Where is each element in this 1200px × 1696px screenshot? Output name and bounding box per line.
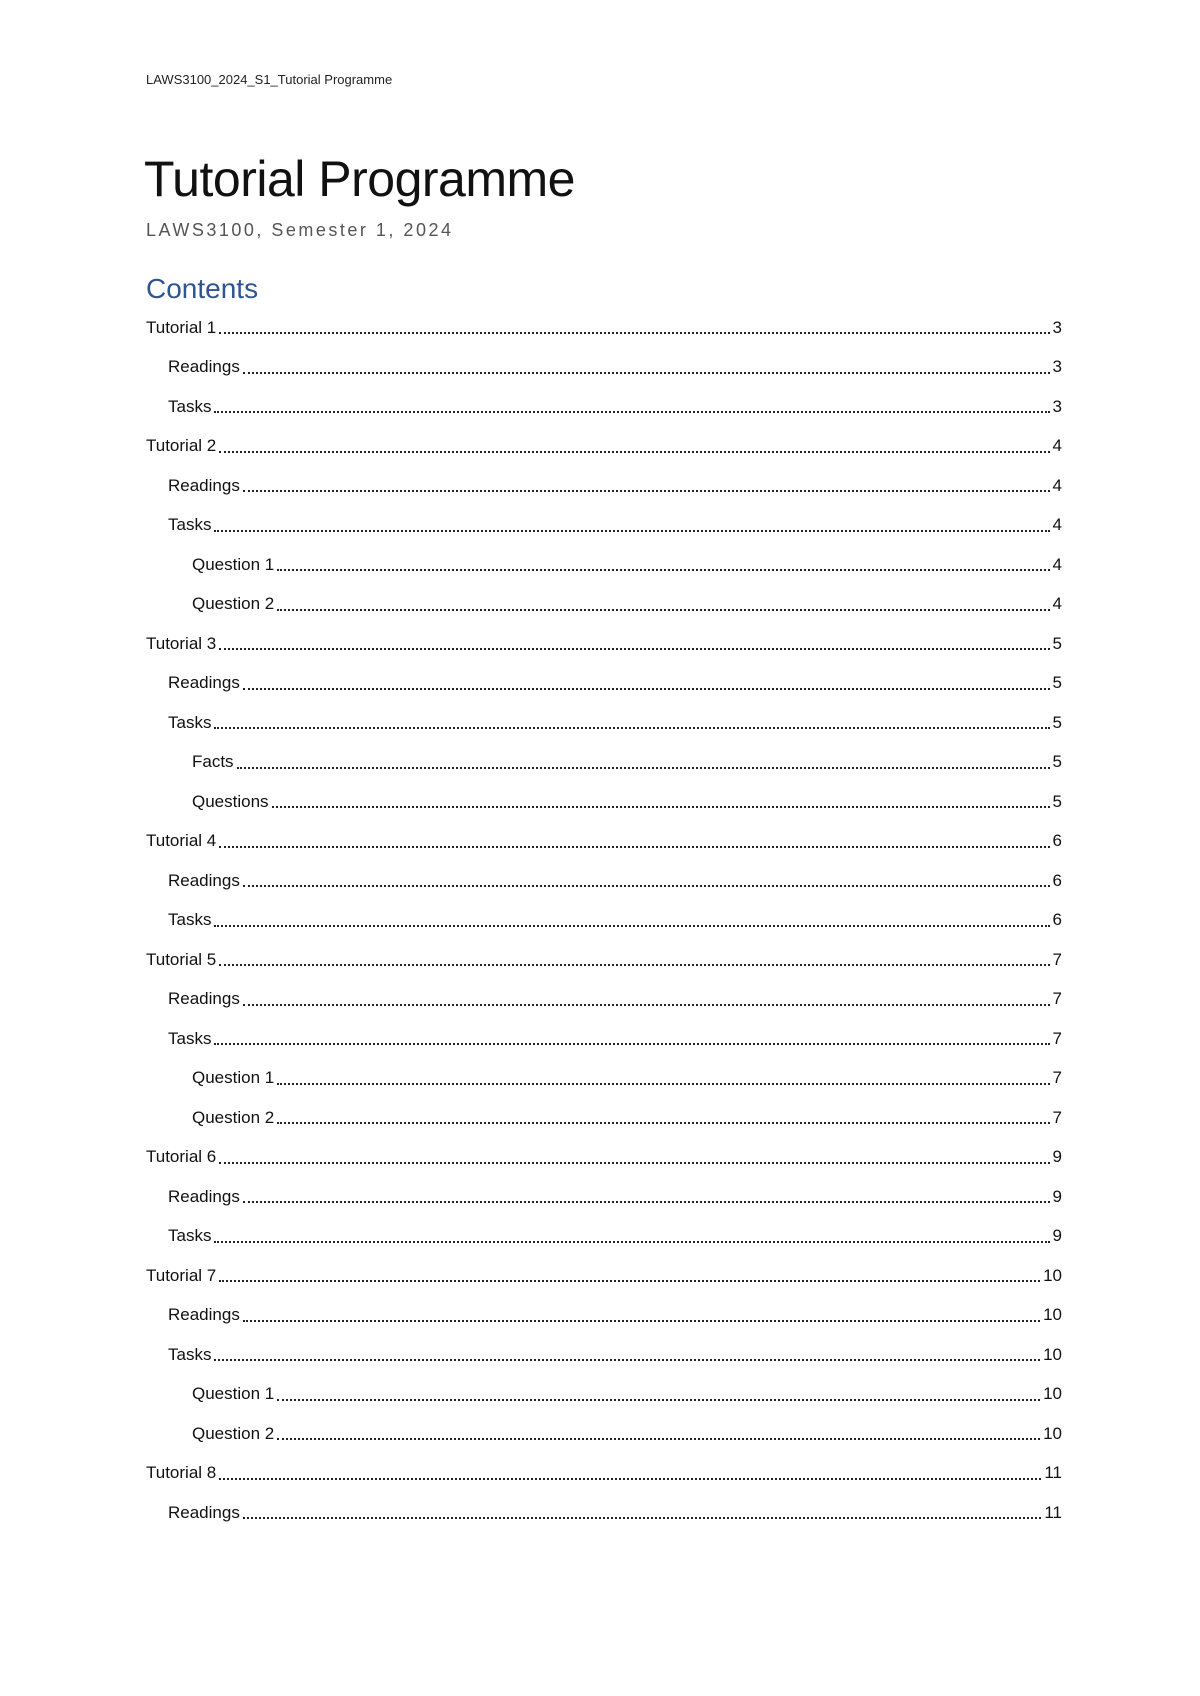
toc-dot-leader (219, 647, 1049, 650)
toc-entry-title: Question 2 (192, 1423, 275, 1443)
toc-entry[interactable] (146, 1177, 1062, 1217)
toc-entry-page-number: 7 (1052, 1068, 1062, 1088)
toc-dot-leader (272, 805, 1050, 808)
toc-entry[interactable] (146, 624, 1062, 664)
toc-entry-title: Tasks (168, 1226, 212, 1246)
toc-entry[interactable] (146, 1059, 1062, 1099)
toc-entry[interactable] (146, 980, 1062, 1020)
toc-dot-leader (243, 1319, 1040, 1322)
toc-entry-title: Tutorial 8 (146, 1463, 217, 1483)
toc-entry[interactable] (146, 545, 1062, 585)
toc-entry-page-number: 4 (1052, 515, 1062, 535)
toc-dot-leader (243, 371, 1050, 374)
toc-entry-title: Tutorial 1 (146, 317, 217, 337)
document-title: Tutorial Programme (144, 151, 575, 207)
toc-entry-page-number: 4 (1052, 554, 1062, 574)
toc-entry[interactable] (146, 1256, 1062, 1296)
table-of-contents (146, 308, 1062, 1533)
toc-entry[interactable] (146, 1296, 1062, 1336)
toc-entry[interactable] (146, 1335, 1062, 1375)
toc-entry-title: Tutorial 6 (146, 1147, 217, 1167)
toc-entry-title: Readings (168, 1502, 240, 1522)
toc-dot-leader (214, 410, 1049, 413)
toc-entry[interactable] (146, 427, 1062, 467)
toc-entry-title: Question 1 (192, 554, 275, 574)
toc-entry-page-number: 10 (1043, 1344, 1062, 1364)
toc-entry-title: Readings (168, 673, 240, 693)
toc-entry-page-number: 10 (1043, 1305, 1062, 1325)
toc-entry[interactable] (146, 664, 1062, 704)
toc-entry-page-number: 11 (1044, 1463, 1062, 1483)
toc-entry[interactable] (146, 1414, 1062, 1454)
toc-entry[interactable] (146, 940, 1062, 980)
toc-entry-title: Readings (168, 1305, 240, 1325)
toc-dot-leader (277, 568, 1049, 571)
toc-entry-page-number: 3 (1052, 357, 1062, 377)
toc-entry-title: Tutorial 7 (146, 1265, 217, 1285)
toc-dot-leader (214, 924, 1049, 927)
toc-dot-leader (219, 845, 1049, 848)
toc-entry[interactable] (146, 822, 1062, 862)
toc-entry-page-number: 5 (1052, 673, 1062, 693)
toc-entry[interactable] (146, 348, 1062, 388)
toc-entry-page-number: 6 (1052, 870, 1062, 890)
toc-dot-leader (214, 1240, 1049, 1243)
toc-entry-title: Tutorial 5 (146, 949, 217, 969)
toc-entry-page-number: 3 (1052, 317, 1062, 337)
toc-dot-leader (214, 1042, 1049, 1045)
toc-dot-leader (277, 608, 1049, 611)
toc-entry[interactable] (146, 585, 1062, 625)
toc-entry-title: Tasks (168, 910, 212, 930)
toc-entry[interactable] (146, 703, 1062, 743)
toc-entry-title: Tutorial 3 (146, 633, 217, 653)
toc-dot-leader (243, 489, 1050, 492)
toc-entry-page-number: 9 (1052, 1186, 1062, 1206)
toc-dot-leader (219, 331, 1049, 334)
toc-dot-leader (277, 1121, 1049, 1124)
toc-entry-page-number: 10 (1043, 1265, 1062, 1285)
toc-entry-page-number: 4 (1052, 594, 1062, 614)
toc-entry-page-number: 7 (1052, 989, 1062, 1009)
toc-entry-page-number: 7 (1052, 1028, 1062, 1048)
toc-dot-leader (243, 687, 1050, 690)
toc-dot-leader (219, 1477, 1041, 1480)
toc-dot-leader (219, 450, 1049, 453)
toc-entry[interactable] (146, 506, 1062, 546)
toc-dot-leader (243, 1516, 1042, 1519)
toc-entry-title: Tasks (168, 396, 212, 416)
toc-dot-leader (214, 726, 1049, 729)
toc-dot-leader (219, 1279, 1040, 1282)
toc-entry[interactable] (146, 782, 1062, 822)
toc-dot-leader (243, 1200, 1050, 1203)
toc-entry-title: Readings (168, 1186, 240, 1206)
toc-entry-page-number: 7 (1052, 949, 1062, 969)
toc-entry-page-number: 6 (1052, 910, 1062, 930)
toc-entry-title: Readings (168, 475, 240, 495)
toc-entry-title: Tasks (168, 515, 212, 535)
toc-dot-leader (219, 1161, 1049, 1164)
toc-entry-title: Tasks (168, 1344, 212, 1364)
toc-entry[interactable] (146, 387, 1062, 427)
toc-entry-title: Tutorial 4 (146, 831, 217, 851)
toc-entry-title: Question 1 (192, 1384, 275, 1404)
toc-entry-page-number: 9 (1052, 1226, 1062, 1246)
toc-entry-page-number: 5 (1052, 633, 1062, 653)
toc-entry[interactable] (146, 743, 1062, 783)
toc-entry[interactable] (146, 308, 1062, 348)
toc-dot-leader (243, 884, 1050, 887)
toc-entry-title: Readings (168, 870, 240, 890)
toc-dot-leader (277, 1082, 1049, 1085)
toc-dot-leader (214, 529, 1049, 532)
toc-entry[interactable] (146, 1454, 1062, 1494)
toc-entry-page-number: 6 (1052, 831, 1062, 851)
toc-entry[interactable] (146, 1217, 1062, 1257)
toc-dot-leader (237, 766, 1050, 769)
toc-entry-title: Question 1 (192, 1068, 275, 1088)
contents-heading: Contents (146, 273, 259, 304)
toc-entry[interactable] (146, 1493, 1062, 1533)
document-subtitle: LAWS3100, Semester 1, 2024 (146, 220, 454, 240)
toc-entry-page-number: 9 (1052, 1147, 1062, 1167)
toc-entry-title: Questions (192, 791, 269, 811)
toc-dot-leader (219, 963, 1049, 966)
toc-entry-page-number: 10 (1043, 1423, 1062, 1443)
toc-dot-leader (214, 1358, 1040, 1361)
toc-entry-title: Question 2 (192, 594, 275, 614)
toc-entry-title: Question 2 (192, 1107, 275, 1127)
toc-entry[interactable] (146, 1138, 1062, 1178)
toc-entry-title: Readings (168, 989, 240, 1009)
toc-entry-page-number: 7 (1052, 1107, 1062, 1127)
toc-entry[interactable] (146, 1098, 1062, 1138)
toc-entry-title: Readings (168, 357, 240, 377)
toc-entry-title: Facts (192, 752, 234, 772)
toc-entry[interactable] (146, 466, 1062, 506)
toc-entry[interactable] (146, 1019, 1062, 1059)
toc-entry-page-number: 3 (1052, 396, 1062, 416)
toc-entry-page-number: 10 (1043, 1384, 1062, 1404)
toc-dot-leader (277, 1437, 1040, 1440)
running-header: LAWS3100_2024_S1_Tutorial Programme (146, 72, 393, 87)
toc-dot-leader (243, 1003, 1050, 1006)
toc-entry[interactable] (146, 901, 1062, 941)
toc-entry-title: Tasks (168, 1028, 212, 1048)
toc-entry-page-number: 5 (1052, 712, 1062, 732)
toc-entry[interactable] (146, 861, 1062, 901)
toc-entry-page-number: 5 (1052, 791, 1062, 811)
toc-entry-page-number: 11 (1044, 1502, 1062, 1522)
toc-dot-leader (277, 1398, 1040, 1401)
toc-entry-page-number: 4 (1052, 436, 1062, 456)
toc-entry-title: Tasks (168, 712, 212, 732)
toc-entry-page-number: 4 (1052, 475, 1062, 495)
toc-entry-title: Tutorial 2 (146, 436, 217, 456)
toc-entry[interactable] (146, 1375, 1062, 1415)
toc-entry-page-number: 5 (1052, 752, 1062, 772)
